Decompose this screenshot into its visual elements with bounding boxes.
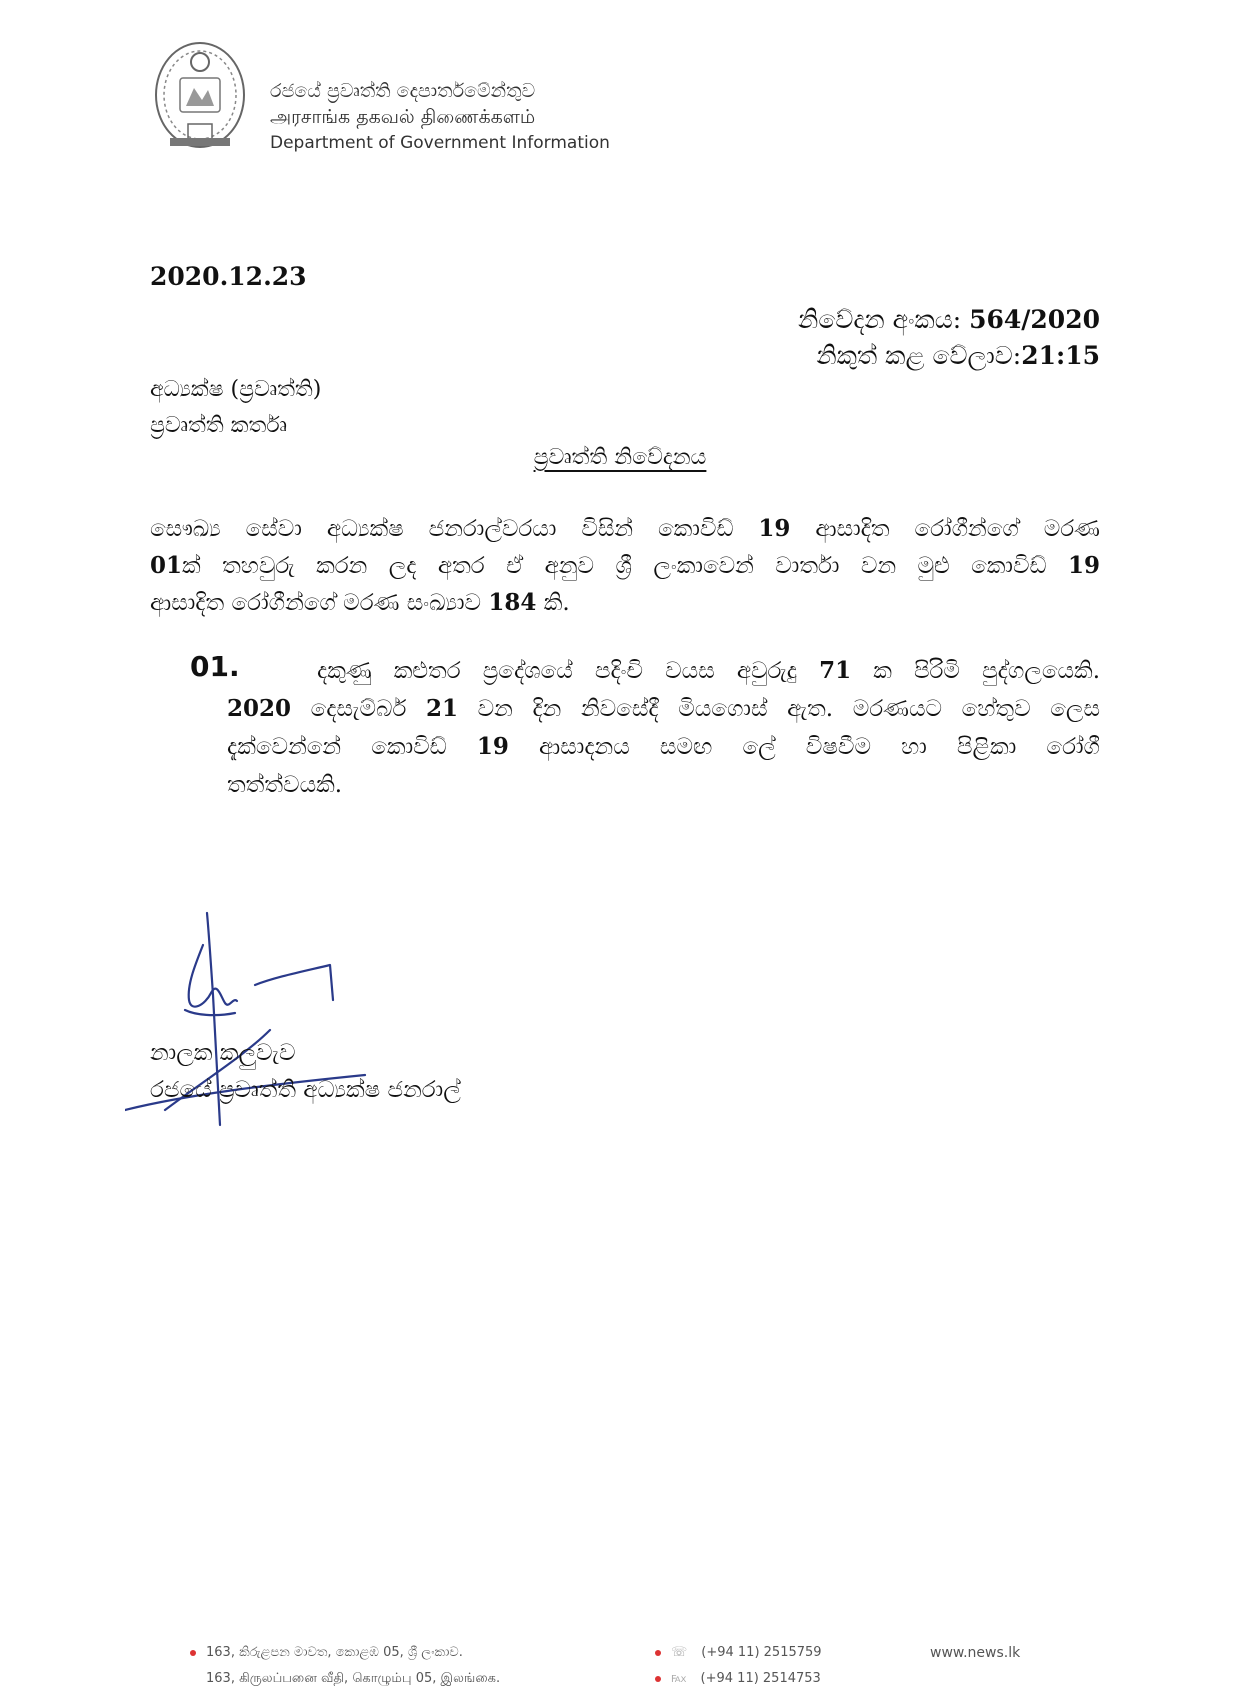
footer-address-sinhala: 163, කිරුළපන මාවත, කොළඹ 05, ශ්‍රී ලංකාව. (190, 1640, 500, 1666)
item-line-2 (227, 690, 1100, 728)
footer-address (190, 1640, 500, 1692)
item-paragraph (227, 652, 1100, 804)
item-number-value: 19 (476, 733, 509, 760)
release-number-label: නිවේදන අංකය: (798, 305, 962, 334)
item-number-value: 21 (425, 695, 458, 722)
item-text: දැක්වෙන්නේ කොවිඩ් (227, 734, 447, 760)
document-heading-wrap (0, 445, 1240, 470)
government-emblem-icon (150, 40, 250, 160)
signatory-block (150, 1035, 461, 1109)
item-line-4: තත්ත්වයකි. (227, 772, 343, 798)
footer-website-text: www.news.lk (930, 1645, 1021, 1661)
body-line-2 (150, 547, 1100, 584)
footer-phones (655, 1640, 822, 1692)
letterhead-department (270, 78, 610, 156)
release-time-label: නිකුත් කළ වේලාව: (816, 341, 1022, 370)
recipient-line-1: අධ්‍යක්ෂ (ප්‍රවෘත්ති) (150, 377, 322, 402)
footer-website (930, 1640, 1020, 1666)
bullet-icon (190, 1650, 196, 1656)
reference-block (798, 302, 1100, 374)
item-text: ක පිරිමි පුද්ගලයෙකි. (873, 658, 1101, 684)
signatory-name: නාලක කලුවැව (150, 1040, 296, 1066)
body-text: ක් තහවුරු කරන ලද අතර ඒ අනුව ශ්‍රී ලංකාවෙන් වාර්තා වන මුළු කොවිඩ් (182, 553, 1047, 579)
body-line-1 (150, 510, 1100, 547)
footer-phone-2: ℻ (+94 11) 2514753 (655, 1666, 822, 1692)
body-paragraph (150, 510, 1100, 621)
item-text: දකුණු කළුතර ප්‍රදේශයේ පදිංචි වයස අවුරුදු (317, 658, 797, 684)
release-number-line (798, 302, 1100, 338)
body-text: ආසාදිත රෝගීන්ගේ මරණ සංඛ්‍යාව (150, 590, 482, 616)
document-heading: ප්‍රවෘත්ති නිවේදනය (533, 445, 707, 470)
body-number: 184 (488, 589, 537, 616)
body-line-3 (150, 584, 1100, 621)
body-number: 19 (1067, 552, 1100, 579)
recipient-block (150, 372, 321, 444)
recipient-line-2: ප්‍රවෘත්ති කර්තෘ (150, 413, 287, 438)
fax-icon (655, 1676, 661, 1682)
release-time-value: 21:15 (1021, 341, 1100, 370)
item-text: දෙසැම්බර් (310, 696, 407, 722)
footer-phone-1: ☏ (+94 11) 2515759 (655, 1640, 822, 1666)
department-name-english: Department of Government Information (270, 133, 610, 153)
item-number-value: 71 (819, 657, 852, 684)
body-number: 01 (150, 552, 183, 579)
item-line-3 (227, 728, 1100, 766)
body-number: 19 (758, 515, 791, 542)
item-number-value: 2020 (227, 695, 292, 722)
release-date: 2020.12.23 (150, 262, 307, 291)
release-number-value: 564/2020 (969, 305, 1100, 334)
body-text: සෞඛ්‍ය සේවා අධ්‍යක්ෂ ජනරාල්වරයා විසින් කොවිඩ් (150, 516, 734, 542)
item-line-1 (227, 652, 1100, 690)
phone-icon (655, 1650, 661, 1656)
item-text: වන දින නිවසේදී මියගොස් ඇත. මරණයට හේතුව ලෙස (477, 696, 1100, 722)
signatory-title: රජයේ ප්‍රවෘත්ති අධ්‍යක්ෂ ජනරාල් (150, 1077, 461, 1103)
body-text: ආසාදිත රෝගීන්ගේ මරණ (815, 516, 1101, 542)
item-number: 01. (190, 650, 240, 683)
footer-address-tamil: 163, கிருலப்பனை வீதி, கொழும்பு 05, இலங்கை. (206, 1671, 501, 1686)
item-text: ආසාදනය සමඟ ලේ විෂවීම හා පිළිකා රෝගී (539, 734, 1100, 760)
body-text: කි. (543, 590, 570, 616)
department-name-sinhala: රජයේ ප්‍රවෘත්ති දෙපාර්තමේන්තුව (270, 80, 536, 102)
department-name-tamil: அரசாங்க தகவல் திணைக்களம் (270, 106, 536, 128)
release-time-line (798, 338, 1100, 374)
